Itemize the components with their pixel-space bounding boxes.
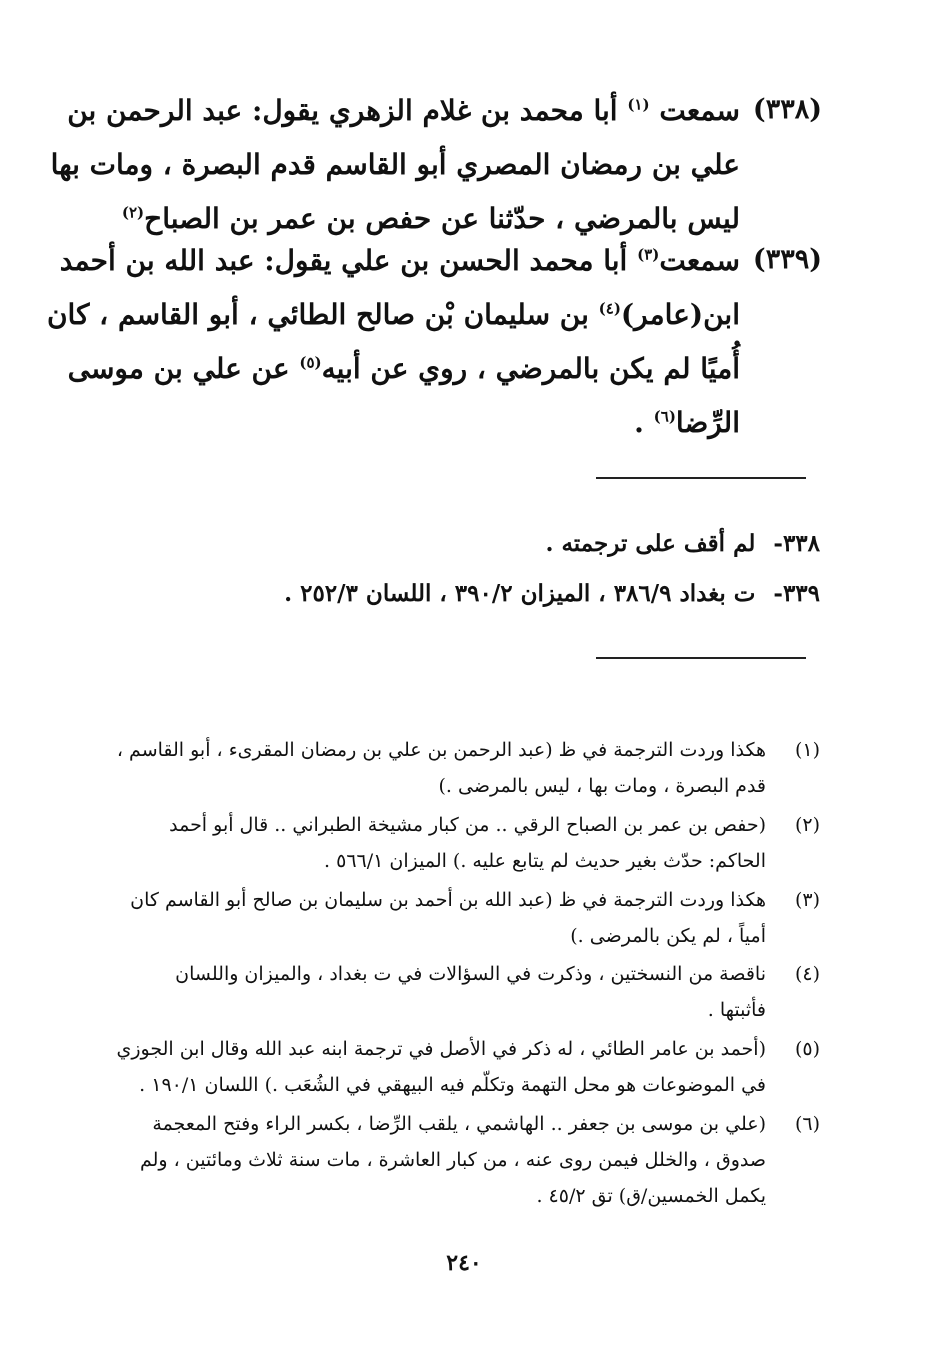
- footnote-text: (حفص بن عمر بن الصباح الرقي .. من كبار مشيخة الطبراني .. قال أبو أحمد الحاكم: حدّث بغير حديث لم يتابع عليه .) الميزان ٥٦٦/١ .: [169, 814, 766, 872]
- entry-number: (٣٣٨): [752, 94, 822, 125]
- section-divider: [596, 477, 806, 479]
- footnote-5: [108, 1031, 820, 1103]
- footnote-number: (٢): [794, 814, 820, 836]
- footnote-ref: (٦): [653, 407, 676, 426]
- entry-text: [46, 234, 740, 450]
- footnote-text: (علي بن موسى بن جعفر .. الهاشمي ، يلقب الرِّضا ، بكسر الراء وفتح المعجمة صدوق ، والخلل فيمن روى عنه ، من كبار العاشرة ، مات سنة ثلاث ومائتين ، ولم يكمل الخمسين/ق) تق ٤٥/٢ .: [139, 1113, 766, 1207]
- footnote-6: [108, 1106, 820, 1214]
- entry-338: [50, 84, 822, 246]
- source-text: ت بغداد ٣٨٦/٩ ، الميزان ٣٩٠/٢ ، اللسان ٢٥٢/٣ .: [284, 580, 756, 607]
- footnote-2: [108, 807, 820, 879]
- entry-line: ليس بالمرضي ، حدّثنا عن حفص بن عمر بن الصباح$^{(٢)}$: [121, 202, 740, 235]
- footnote-text: (أحمد بن عامر الطائي ، له ذكر في الأصل في ترجمة ابنه عبد الله وقال ابن الجوزي في الموضوعات هو محل التهمة وتكلّم فيه البيهقي في الشُعَب .) اللسان ١٩٠/١ .: [116, 1038, 766, 1096]
- entry-339: [46, 234, 822, 450]
- footnote-ref: (٢): [121, 203, 145, 222]
- footnote-3: [108, 882, 820, 954]
- footnote-ref: (٥): [299, 353, 322, 372]
- entry-line: الرِّضا$^{(٦)}$ .: [634, 406, 740, 439]
- footnote-number: (٥): [794, 1038, 820, 1060]
- footnote-ref: (٤): [598, 299, 621, 318]
- footnote-text: هكذا وردت الترجمة في ظ (عبد الله بن أحمد بن سليمان بن صالح أبو القاسم كان أمياً ، لم يكن بالمرضى .): [130, 889, 766, 947]
- footnote-text: ناقصة من النسختين ، وذكرت في السؤالات في ت بغداد ، والميزان واللسان فأثبتها .: [175, 963, 766, 1021]
- footnote-4: [108, 956, 820, 1028]
- entry-line: سمعت$^{(٣)}$ أبا محمد الحسن بن علي يقول: عبد الله بن أحمد: [59, 244, 740, 277]
- entry-line: أُميًا لم يكن بالمرضي ، روي عن أبيه$^{(٥)}$ عن علي بن موسى: [67, 352, 740, 385]
- source-note-339: [100, 574, 820, 614]
- entry-number: (٣٣٩): [752, 244, 822, 275]
- page-number: ٢٤٠: [446, 1250, 482, 1276]
- footnote-number: (٦): [794, 1113, 820, 1135]
- source-text: لم أقف على ترجمته .: [545, 530, 756, 557]
- entry-line: ابن(عامر)$^{(٤)}$ بن سليمان بْن صالح الطائي ، أبو القاسم ، كان: [46, 298, 740, 331]
- entry-line: علي بن رمضان المصري أبو القاسم قدم البصرة ، ومات بها: [50, 148, 740, 181]
- footnote-ref: (١): [627, 95, 650, 114]
- footnote-number: (٣): [794, 889, 820, 911]
- source-number: ٣٣٩-: [773, 580, 820, 607]
- footnote-ref: (٣): [637, 245, 660, 264]
- footnote-number: (٤): [794, 963, 820, 985]
- footnote-number: (١): [794, 739, 820, 761]
- source-note-338: [100, 524, 820, 564]
- entry-line: سمعت $^{(١)}$ أبا محمد بن غلام الزهري يقول: عبد الرحمن بن: [67, 94, 740, 127]
- footnote-1: [108, 732, 820, 804]
- footnote-divider: [596, 657, 806, 659]
- footnote-text: هكذا وردت الترجمة في ظ (عبد الرحمن بن علي بن رمضان المقرىء ، أبو القاسم ، قدم البصرة ، ومات بها ، ليس بالمرضى .): [116, 739, 766, 797]
- source-number: ٣٣٨-: [773, 530, 820, 557]
- entry-text: [50, 84, 740, 246]
